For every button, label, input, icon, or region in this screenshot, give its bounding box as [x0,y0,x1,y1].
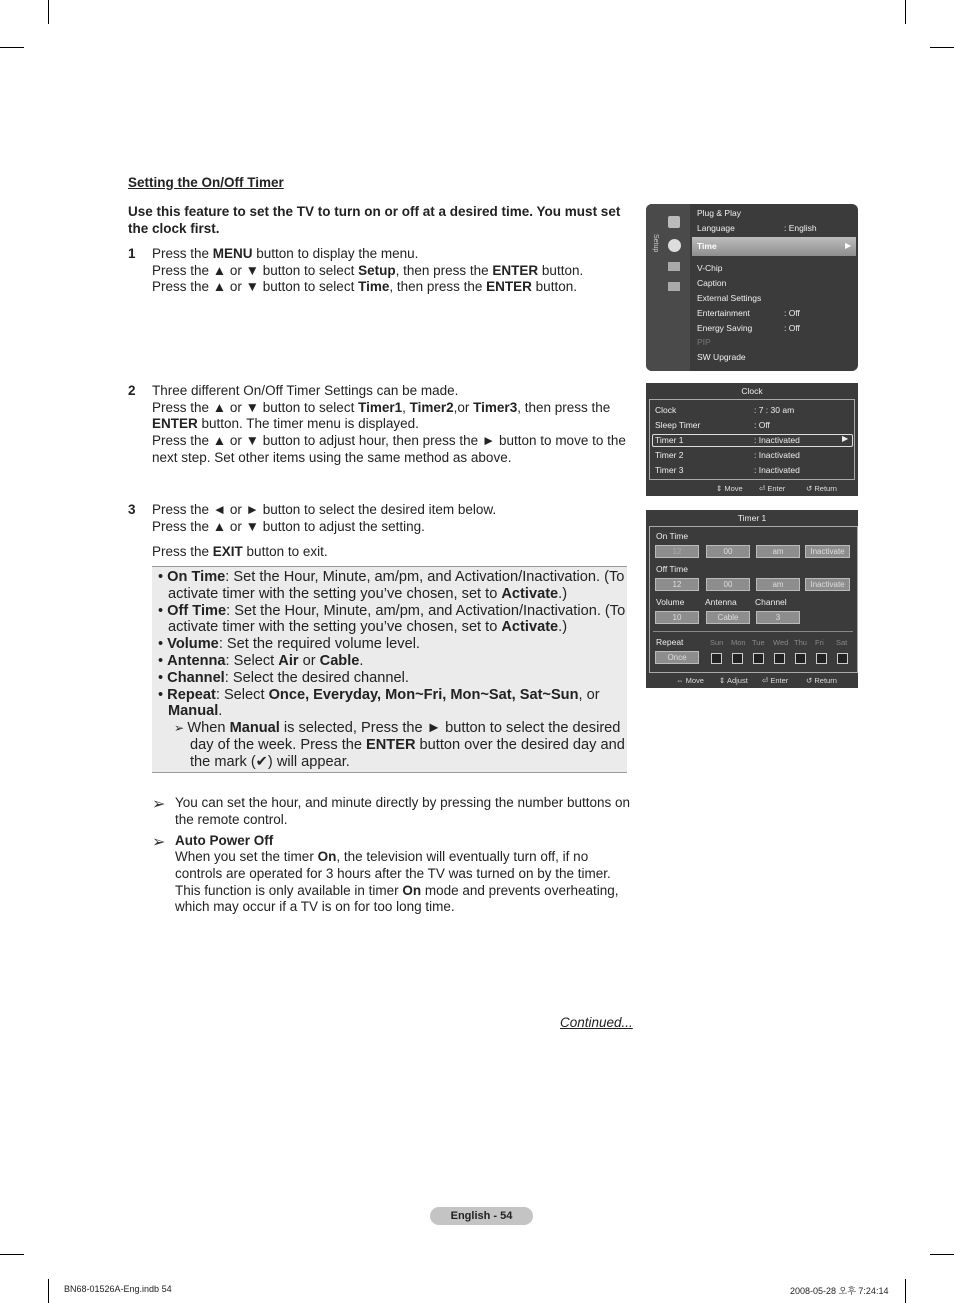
setup-menu-item[interactable]: External Settings [697,293,762,303]
clock-menu-value: : Inactivated [754,465,800,475]
on-time-minute[interactable]: 00 [706,545,750,558]
setup-menu-item[interactable]: SW Upgrade [697,352,746,362]
option-item: • Volume: Set the required volume level. [158,636,420,653]
manual-subnote: ➢ When Manual is selected, Press the ► button to select the desired day of the week. Press the ENTER button over the desired day and the mark (✔) will appear. [174,720,625,770]
step-line: Press the ▲ or ▼ button to select Time, then press the ENTER button. [152,279,577,295]
step-line: Press the ▲ or ▼ button to adjust hour, then press the ► button to move to the next step. Set other items using the same method as above. [152,433,626,465]
timer-menu-screenshot [646,510,858,688]
day-label: Sat [836,638,848,647]
picture-icon [668,282,680,291]
move-hint: ⇕ Move [716,484,743,493]
note-auto-power-off-title: Auto Power Off [175,833,274,848]
day-label: Sun [710,638,724,647]
day-label: Thu [794,638,807,647]
note-arrow-icon: ➢ [152,796,166,813]
clock-menu-item[interactable]: Clock [655,405,677,415]
step-number: 3 [128,502,136,517]
crop-mark [930,47,954,48]
setup-side-label: Setup [652,234,659,253]
footer-file: BN68-01526A-Eng.indb 54 [64,1284,172,1294]
crop-mark [0,47,24,48]
setup-menu-item[interactable]: Caption [697,278,727,288]
antenna-label: Antenna [705,597,737,607]
option-item: • Antenna: Select Air or Cable. [158,652,364,669]
repeat-label: Repeat [656,637,684,647]
step-1-text [152,246,630,296]
clock-menu-item[interactable]: Timer 3 [655,465,684,475]
off-time-ampm[interactable]: am [756,578,800,591]
step-line: Press the ◄ or ► button to select the desired item below. [152,502,497,517]
setup-menu-screenshot [646,204,858,371]
off-time-hour[interactable]: 12 [655,578,699,591]
crop-mark [48,0,49,24]
day-checkbox[interactable] [837,653,848,664]
volume-field[interactable]: 10 [655,611,699,624]
step-number: 2 [128,383,136,398]
option-item: • On Time: Set the Hour, Minute, am/pm, and Activation/Inactivation. (To activate timer with the setting you’ve chosen, set to Activate.) [158,569,625,602]
day-label: Wed [773,638,789,647]
day-checkbox[interactable] [774,653,785,664]
options-box [152,566,627,773]
note-auto-power-off-body: When you set the timer On, the television will eventually turn off, if no controls are operated for 3 hours after the TV was turned on by the timer. This function is only available in timer On mode and prevents overheating, which may occur if a TV is on for too long time. [175,849,619,915]
enter-hint: ⏎ Enter [759,484,786,493]
divider [653,631,853,632]
day-checkbox[interactable] [753,653,764,664]
day-label: Mon [731,638,746,647]
enter-hint: ⏎ Enter [762,676,789,685]
channel-field[interactable]: 3 [756,611,800,624]
crop-mark [905,1279,906,1303]
sound-icon [668,262,680,271]
on-time-hour[interactable]: 12 [655,545,699,558]
clock-menu-value: : Inactivated [754,450,800,460]
crop-mark [48,1279,49,1303]
setup-menu-item[interactable]: Time [697,241,717,251]
setup-menu-item[interactable]: Language [697,223,735,233]
day-checkbox[interactable] [732,653,743,664]
setup-menu-value: : English [784,223,817,233]
day-label: Tue [752,638,765,647]
return-hint: ↺ Return [806,676,837,685]
repeat-field[interactable]: Once [655,651,699,664]
on-time-ampm[interactable]: am [756,545,800,558]
day-checkbox[interactable] [711,653,722,664]
antenna-field[interactable]: Cable [706,611,750,624]
step-line: Press the ▲ or ▼ button to select Setup, then press the ENTER button. [152,262,584,278]
day-checkbox[interactable] [816,653,827,664]
setup-menu-value: : Off [784,308,800,318]
crop-mark [0,1254,24,1255]
step-line: Press the MENU button to display the menu. [152,246,419,261]
note-direct-entry: You can set the hour, and minute directly by pressing the number buttons on the remote control. [175,795,631,827]
clock-menu-screenshot [646,383,858,496]
off-time-activation[interactable]: Inactivate [805,578,850,591]
step-line: Three different On/Off Timer Settings can be made. [152,383,459,398]
step-line: Press the ▲ or ▼ button to adjust the setting. [152,518,425,534]
exit-instruction: Press the EXIT button to exit. [152,544,328,559]
timer-menu-title: Timer 1 [737,513,767,523]
clock-menu-item[interactable]: Timer 2 [655,450,684,460]
options-list [152,567,627,771]
off-time-label: Off Time [656,564,688,574]
setup-icon [668,239,681,252]
option-item: • Repeat: Select Once, Everyday, Mon~Fri, Mon~Sat, Sat~Sun, or Manual. [158,686,600,720]
setup-menu-item[interactable]: Entertainment [697,308,750,318]
on-time-label: On Time [656,531,689,541]
day-label: Fri [815,638,824,647]
crop-mark [905,0,906,24]
off-time-minute[interactable]: 00 [706,578,750,591]
option-item: • Off Time: Set the Hour, Minute, am/pm, and Activation/Inactivation. (To activate timer with the setting you’ve chosen, set to Activate.) [158,602,626,636]
adjust-hint: ⇕ Adjust [719,676,748,685]
note-arrow-icon: ➢ [174,721,188,736]
clock-menu-title: Clock [741,386,763,396]
clock-menu-item[interactable]: Timer 1 [655,435,684,445]
intro-text: Use this feature to set the TV to turn on or off at a desired time. You must set the clock first. [128,204,621,236]
setup-menu-item[interactable]: Energy Saving [697,323,753,333]
volume-label: Volume [656,597,685,607]
input-icon [668,216,680,228]
clock-menu-value: : 7 : 30 am [754,405,795,415]
footer-timestamp: 2008-05-28 오후 7:24:14 [790,1286,889,1296]
option-item: • Channel: Select the desired channel. [158,669,409,686]
return-hint: ↺ Return [806,484,837,493]
on-time-activation[interactable]: Inactivate [805,545,850,558]
step-2-text [152,383,627,467]
crop-mark [930,1254,954,1255]
continued-label: Continued... [560,1015,633,1030]
move-hint: ⇔ Move [676,676,704,685]
page-number-badge: English - 54 [430,1207,533,1225]
setup-menu-item[interactable]: PIP [697,337,711,347]
day-checkbox[interactable] [795,653,806,664]
right-arrow-icon: ▶ [845,241,852,250]
clock-menu-value: : Off [754,420,770,430]
right-arrow-icon: ▶ [842,434,849,443]
setup-menu-item[interactable]: V-Chip [697,263,723,273]
step-number: 1 [128,246,136,261]
clock-menu-item[interactable]: Sleep Timer [655,420,701,430]
note-arrow-icon: ➢ [152,834,166,851]
step-line: Press the ▲ or ▼ button to select Timer1, Timer2,or Timer3, then press the ENTER button. The timer menu is displayed. [152,399,611,432]
setup-menu-item[interactable]: Plug & Play [697,208,741,218]
clock-menu-value: : Inactivated [754,435,800,445]
section-title: Setting the On/Off Timer [128,175,284,190]
setup-menu-value: : Off [784,323,800,333]
step-3-text [152,502,630,535]
channel-label: Channel [755,597,787,607]
